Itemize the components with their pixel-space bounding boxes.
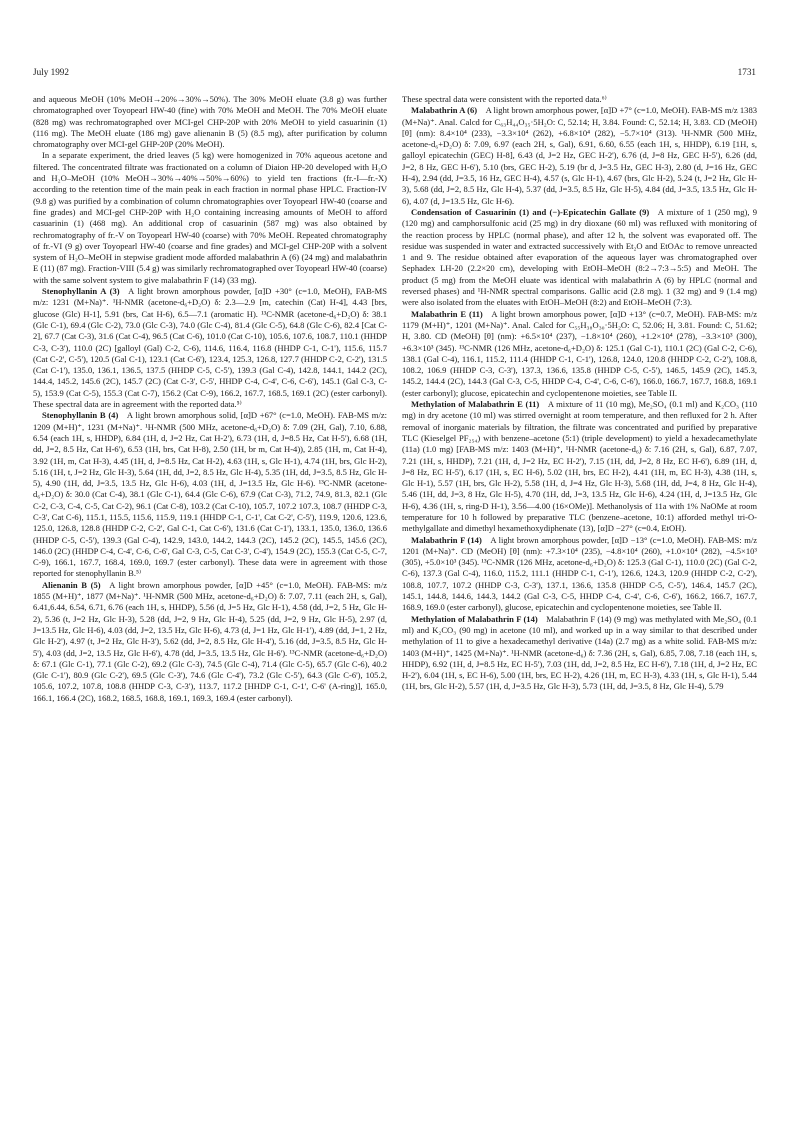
- section-title: Alienanin B (5): [42, 579, 101, 590]
- paragraph: [33, 94, 387, 150]
- paragraph: [402, 105, 757, 207]
- paragraph-text: These spectral data were consistent with the reported data.⁶⁾: [402, 94, 607, 104]
- paragraph-text: A mixture of 1 (250 mg), 9 (120 mg) and camphorsulfonic acid (25 mg) in dry dioxane (60 ml) was refluxed with monitoring of the reaction process by HPLC (normal phase), and after 12 h, the solvent was evaporated off. The residue was suspended in water and extracted successively with Et₂O and EtOAc to remove unreacted 1 and 9. The residue obtained after evaporation of the aqueous layer was chromatographed over Sephadex LH-20 (2.2×20 cm), developing with EtOH–MeOH (8:2→7:3→5:5) and MeOH. The product (5 mg) from the MeOH eluate was identical with malabathrin A (6) by HPLC (normal and reversed phases) and ¹H-NMR spectral comparisons. Gallic acid (2.8 mg). 1 (32 mg) and 9 (1.4 mg) were also isolated from the eluates with EtOH–MeOH (8:2) and EtOH–MeOH (7:3).: [402, 206, 758, 308]
- paragraph-text: A light brown amorphous solid, [α]D +67° (c=1.0, MeOH). FAB-MS m/z: 1209 (M+H)⁺, 1231 (M+Na)⁺. ¹H-NMR (500 MHz, acetone-d₆+D₂O) δ: 7.09 (2H, Gal), 7.10, 6.88, 6.54 (each 1H, s, HHDP), 6.84 (1H, d, J=2 Hz, Cat H-2'), 6.73 (1H, d, J=8.5 Hz, Cat H-5'), 6.68 (1H, dd, J=2, 8.5 Hz, Cat H-6'), 6.53 (1H, brs, Cat H-8), 2.50 (1H, br m, Cat H-4)), 2.85 (1H, m, Cat H-4), 3.92 (1H, m, Cat H-3), 4.45 (1H, d, J=8.5 Hz, Cat H-2), 4.63 (1H, s, Glc H-1), 4.74 (1H, brs, Glc H-2), 5.16 (1H, t, J=2 Hz, Glc H-3), 5.64 (1H, dd, J=2, 8.5 Hz, Glc H-4), 5.35 (1H, dd, J=3.5, 8.5 Hz, Glc H-5), 4.90 (1H, dd, J=3.5, 13.5 Hz, Glc H-6), 4.03 (1H, d, J=13.5 Hz, Glc H-6). ¹³C-NMR (acetone-d₆+D₂O) δ: 30.0 (Cat C-4), 38.1 (Glc C-1), 64.4 (Glc C-6), 67.9 (Cat C-3), 71.2, 74.9, 81.3, 82.1 (Glc C-2, C-3, C-4, C-5, Cat C-2), 96.1 (Cat C-8), 103.2 (Cat C-10), 105.7, 107.2 107.3, 108.7 (HHDP C-3, C-3', Cat C-6), 115.1, 115.5, 115.6, 115.9, 119.1 (HHDP C-1, C-1', Cat C-2', C-5'), 119.9, 120.6, 123.6, 125.0, 126.8, 128.8 (HHDP C-2, C-2', Gal C-1, Cat C-6'), 131.6 (Cat C-1'), 133.1, 135.0, 136.0, 136.6 (HHDP C-5, C-5'), 139.3 (Gal C-4), 142.9, 143.0, 144.2, 144.3 (2C), 145.2 (2C), 145.5, 145.6 (2C), 146.0 (2C) (HHDP C-4, C-4', C-6, C-6', Gal C-3, C-5, Cat C-3', C-4'), 154.9 (2C), 155.3 (Cat C-5, C-7, C-9), 166.1, 167.7, 168.4, 169.0, 169.7 (ester carbonyl). These data were in agreement with those reported for stenophyllanin B.⁵⁾: [33, 410, 388, 579]
- paragraph-text: Malabathrin F (14) (9 mg) was methylated with Me₂SO₄ (0.1 ml) and K₂CO₃ (90 mg) in acetone (10 ml), and worked up in a way similar to that described under methylation of 11 to give a hexadecamethyl derivative (14a) (2.7 mg) as a white solid. FAB-MS m/z: 1403 (M+H)⁺, 1425 (M+Na)⁺. ¹H-NMR (acetone-d₆) δ: 7.36 (2H, s, Gal), 6.85, 7.08, 7.18 (each 1H, s, HHDP), 6.92 (1H, d, J=8.5 Hz, EC H-5'), 7.03 (1H, dd, J=2, 8.5 Hz, EC H-6'), 7.18 (1H, d, J=2 Hz, EC H-2'), 6.04 (1H, s, EC H-6), 5.00 (1H, brs, EC H-2), 4.26 (1H, m, EC H-3), 4.33 (1H, s, Glc H-1), 5.44 (1H, brs, Glc H-2), 5.57 (1H, d, J=3.5 Hz, Glc H-3), 5.73 (1H, dd, J=3.5, 8 Hz, Glc H-4), 5.79: [402, 613, 757, 692]
- section-title: Methylation of Malabathrin F (14): [411, 613, 538, 624]
- paragraph-text: A light brown amorphous powder, [α]D +30° (c=1.0, MeOH), FAB-MS m/z: 1231 (M+Na)⁺. ¹H-NMR (acetone-d₆+D₂O) δ: 2.3—2.9 [m, catechin (Cat) H-4], 4.43 [brs, glucose (Glc) H-1], 5.91 (brs, Cat H-6), 6.5—7.1 (aromatic H). ¹³C-NMR (acetone-d₆+D₂O) δ: 38.1 (Glc C-1), 69.4 (Glc C-2), 73.0 (Glc C-3), 74.0 (Glc C-4), 81.4 (Glc C-5), 64.8 (Glc C-6), 82.4 [Cat C-2], 67.7 (Cat C-3), 31.6 (Cat C-4), 96.5 (Cat C-6), 101.0 (Cat C-10), 105.6, 107.6, 108.7, 110.1 (HHDP C-3, C-3'), 110.0 (2C) [galloyl (Gal) C-2, C-6), 114.6, 116.4, 116.8 (HHDP C-1, C-1'), 115.6, 115.7 (Cat C-2', C-5'), 120.5 (Gal C-1), 123.1 (Cat C-6'), 123.4, 125.3, 126.8, 127.7 (HHDP C-2, C-2'), 131.5 (Cat C-1'), 135.0, 136.1, 136.5, 137.5 (HHDP C-5, C-5'), 139.3 (Gal C-4), 142.8, 144.1, 144.2 (2C), 144.4, 145.2, 145.6 (2C), 145.7 (2C) (Cat C-3', C-5', HHDP C-4, C-4', C-6, C-6'), 145.1 (Gal C-3, C-5), 153.9 (Cat C-5), 155.3 (Cat C-7), 156.2 (Cat C-9), 166.2, 167.7, 168.5, 169.1 (2C) (ester carbonyl). These spectral data are in agreement with the reported data.⁵⁾: [33, 286, 387, 410]
- paragraph: [402, 309, 757, 399]
- paragraph: [33, 286, 387, 410]
- section-title: Malabathrin A (6): [411, 105, 478, 116]
- section-title: Condensation of Casuarinin (1) and (−)-Epicatechin Gallate (9): [411, 206, 650, 217]
- paragraph-text: A light brown amorphous power, [α]D +13° (c=0.7, MeOH). FAB-MS: m/z 1179 (M+H)⁺, 1201 (M+Na)⁺. Anal. Calcd for C₅₅H₃₈O₃₀·5H₂O: C, 52.06; H, 3.81. Found: C, 51.62; H, 3.80. CD (MeOH) [θ] (nm): +6.5×10⁴ (237), −1.8×10⁴ (260), +1.2×10⁴ (278), −3.3×10³ (300), +6.3×10³ (345). ¹³C-NMR (126 MHz, acetone-d₆+D₂O) δ: 125.1 (Gal C-1), 110.1 (2C) (Gal C-2, C-6), 138.1 (Gal C-4), 116.1, 115.2, 111.4 (HHDP C-1, C-1'), 126.8, 124.0, 120.8 (HHDP C-2, C-2'), 108.8, 108.2, 106.9 (HHDP C-3, C-3'), 137.3, 136.6, 135.8 (HHDP C-5, C-5'), 146.5, 145.9 (2C), 145.3, 145.2, 144.4 (2C), 144.3 (Gal C-3, C-5, HHDP C-4, C-4', C-6, C-6'), 166.0, 166.7, 167.7, 168.8, 169.1 (ester carbonyl); glucose, epicatechin and cyclopentenone moieties, see Table II.: [402, 308, 757, 398]
- right-column: [402, 94, 757, 693]
- paragraph: [33, 410, 387, 579]
- section-title: Methylation of Malabathrin E (11): [411, 399, 540, 410]
- paragraph-text: A mixture of 11 (10 mg), Me₂SO₄ (0.1 ml) and K₂CO₃ (110 mg) in dry acetone (10 ml) was stirred overnight at room temperature, and then refluxed for 2 h. After removal of inorganic materials by filtration, the filtrate was concentrated and purified by preparative TLC (Kieselgel PF₂₅₄) with benzene–acetone (5:1) (triple development) to yield a hexadecamethylate (11a) (1.0 mg) [FAB-MS m/z: 1403 (M+H)⁺, ¹H-NMR (acetone-d₆) δ: 7.16 (2H, s, Gal), 6.87, 7.07, 7.21 (1H, s, HHDP), 7.21 (1H, d, J=2 Hz, EC H-2'), 7.15 (1H, dd, J=2, 8 Hz, EC H-6'), 6.89 (1H, d, J=8 Hz, EC H-5'), 6.17 (1H, s, EC H-6), 5.02 (1H, brs, EC H-2), 4.41 (1H, m, EC H-3), 4.38 (1H, s, Glc H-1), 5.57 (1H, brs, Glc H-2), 5.58 (1H, d, J=4 Hz, Glc H-3), 5.68 (1H, dd, J=4, 8 Hz, Glc H-4), 5.46 (1H, dd, J=3, 8 Hz, Glc H-5), 4.70 (1H, dd, J=3, 13.5 Hz, Glc H-6), 4.24 (1H, d, J=13.5 Hz, Glc H-6), 4.36 (1H, s, ring-D H-1), 3.56—4.00 (16×OMe)]. Methanolysis of 11a with 1% NaOMe at room temperature for 10 h followed by preparative TLC (benzene–acetone, 10:1) afforded methyl tri-O-methylgallate and dimethyl hexamethoxydiphenate (13), [α]D −27° (c=0.4, EtOH).: [402, 399, 757, 534]
- paragraph-text: and aqueous MeOH (10% MeOH→20%→30%→50%). The 30% MeOH eluate (3.8 g) was further chromatographed over Toyopearl HW-40 (fine) with 70% MeOH and MeOH. The 70% MeOH eluate (828 mg) was rechromatographed over MCI-gel CHP-20P with 20% MeOH to yield casuarinin (1) (116 mg). The MeOH eluate (186 mg) gave alienanin B (5) (8.5 mg), after purification by column chromatography over MCI-gel GHP-20P (20% MeOH).: [33, 94, 387, 150]
- paragraph-text: A light brown amorphous power, [α]D +7° (c=1.0, MeOH). FAB-MS m/z 1383 (M+Na)⁺. Anal. Calcd for C₆₃H₄₄O₃₅·5H₂O: C, 52.14; H, 3.84. Found: C, 52.14; H, 3.83. CD (MeOH) [θ] (nm): 8.4×10⁴ (233), −3.3×10⁴ (262), +6.8×10⁴ (282), −5.7×10⁴ (313). ¹H-NMR (500 MHz, acetone-d₆+D₂O) δ: 7.09, 6.97 (each 2H, s, Gal), 6.91, 6.60, 6.55 (each 1H, s, HHDP), 6.19 [1H, s, galloyl epicatechin (GEC) H-8], 6.43 (d, J=2 Hz, GEC H-2'), 6.76 (d, J=8 Hz, GEC H-5'), 6.26 (dd, J=2, 8 Hz, GEC H-6'), 5.10 (brs, GEC H-2), 5.19 (br d, J=3.5 Hz, GEC H-3), 2.80 (d, J=16 Hz, GEC H-4), 2.94 (dd, J=3.5, 16 Hz, GEC H-4), 4.57 (s, Glc H-1), 4.67 (brs, Glc H-2), 5.24 (t, J=2 Hz, Glc H-3), 5.68 (dd, J=2, 8.5 Hz, Glc H-4), 5.37 (dd, J=3.5, 8.5 Hz, Glc H-5), 4.84 (dd, J=3.5, 13.5 Hz, Glc H-6), 4.07 (d, J=13.5 Hz, Glc H-6).: [402, 105, 757, 206]
- paragraph: [402, 207, 757, 309]
- paragraph: [402, 399, 757, 535]
- paragraph: [33, 150, 387, 286]
- paragraph: [402, 535, 757, 614]
- section-title: Stenophyllanin B (4): [42, 410, 119, 421]
- page-number: 1731: [737, 67, 756, 77]
- paragraph-text: A light brown amorphous powder, [α]D −13° (c=1.0, MeOH). FAB-MS: m/z 1201 (M+Na)⁺. CD (MeOH) [θ] (nm): +7.3×10⁴ (235), −4.8×10⁴ (260), +1.0×10⁴ (282), −4.5×10³ (305), +5.0×10³ (345). ¹³C-NMR (126 MHz, acetone-d₆+D₂O) δ: 125.3 (Gal C-1), 110.0 (2C) (Gal C-2, C-6), 137.3 (Gal C-4), 116.0, 115.2, 111.1 (HHDP C-1, C-1'), 126.6, 124.3, 120.9 (HHDP C-2, C-2'), 108.8, 107.7, 107.2 (HHDP C-3, C-3'), 137.1, 136.6, 135.8 (HHDP C-5, C-5'), 146.4, 145.7 (2C), 145.1, 144.8, 144.6, 144.3, 144.2 (Gal C-3, C-5, HHDP C-4, C-4', C-6, C-6'), 166.2, 166.7, 167.7, 168.9, 169.0 (ester carbonyl), glucose, epicatechin and cyclopentenone moieties, see Table II.: [402, 534, 758, 613]
- paragraph-text: In a separate experiment, the dried leaves (5 kg) were homogenized in 70% aqueous acetone and filtered. The concentrated filtrate was fractionated on a column of Diaion HP-20 developed with H₂O and H₂O–MeOH (10% MeOH→30%→40%→50%→60%) to yield ten fractions (fr.-I—fr.-X) according to the retention time of the main peak in each fraction in normal phase HPLC. Fraction-IV (9.8 g) was purified by a combination of column chromatographies over Toyopearl HW-40 (coarse and fine grades) and MCI-gel CHP-20P with H₂O containing increasing amounts of MeOH to afford casuarinin (1) (468 mg). An additional crop of casuarinin (587 mg) was also obtained by rechromatography of fr.-V on Toyopearl HW-40 (coarse) with 70% MeOH. Repeated chromatography of fr.-VI (9 g) over Toyopearl HW-40 (coarse and fine grades) and MCI-gel CHP-20P with a solvent system of H₂O–MeOH in stepwise gradient mode afforded malabathrin A (6) (24 mg) and malabathrin E (11) (87 mg). Fraction-VIII (5.4 g) was similarly rechromatographed over Toyopearl HW-40 (coarse) with the same solvent system to give malabathrin F (14) (33 mg).: [33, 150, 387, 285]
- section-title: Stenophyllanin A (3): [42, 286, 120, 297]
- paragraph-text: A light brown amorphous powder, [α]D +45° (c=1.0, MeOH). FAB-MS: m/z 1855 (M+H)⁺, 1877 (M+Na)⁺. ¹H-NMR (500 MHz, acetone-d₆+D₂O) δ: 7.07, 7.11 (each 2H, s, Gal), 6.41,6.44, 6.54, 6.71, 6.76 (each 1H, s, HHDP), 5.56 (d, J=5 Hz, Glc H-1), 4.58 (dd, J=2, 5 Hz, Glc H-2), 5.36 (t, J=2 Hz, Glc H-3), 5.28 (dd, J=2, 9 Hz, Glc H-4), 5.25 (dd, J=2, 9 Hz, Glc H-5), 2.97 (d, J=13.5 Hz, Glc H-6), 4.03 (dd, J=2, 13.5 Hz, Glc H-6), 4.73 (d, J=1 Hz, Glc H-1'), 4.89 (dd, J=1, 2 Hz, Glc H-2'), 4.97 (t, J=2 Hz, Glc H-3'), 5.62 (dd, J=2, 8.5 Hz, Glc H-4'), 5.16 (dd, J=3.5, 8.5 Hz, Glc H-5'), 4.03 (dd, J=2, 13.5 Hz, Glc H-6'), 4.78 (dd, J=3.5, 13.5 Hz, Glc H-6'). ¹³C-NMR (acetone-d₆+D₂O) δ: 67.1 (Glc C-1), 77.1 (Glc C-2), 69.2 (Glc C-3), 74.5 (Glc C-4), 71.4 (Glc C-5), 65.7 (Glc C-6), 40.2 (Glc C-1'), 80.9 (Glc C-2'), 69.5 (Glc C-3'), 74.6 (Glc C-4'), 73.2 (Glc C-5'), 64.3 (Glc C-6'), 105.2, 105.6, 107.2, 107.8, 108.8 (HHDP C-3, C-3'), 113.7, 117.2 [HHDP C-1, C-1', C-6' (A-ring)], 165.0, 166.1, 166.4 (2C), 168.2, 168.5, 168.8, 169.1, 169.3, 169.4 (ester carbonyl).: [33, 579, 387, 703]
- paragraph: [33, 580, 387, 704]
- paragraph: [402, 614, 757, 693]
- page-header: [33, 67, 756, 81]
- section-title: Malabathrin E (11): [411, 308, 483, 319]
- section-title: Malabathrin F (14): [411, 534, 482, 545]
- paragraph: [402, 94, 757, 105]
- issue-date: July 1992: [33, 67, 69, 77]
- left-column: [33, 94, 387, 704]
